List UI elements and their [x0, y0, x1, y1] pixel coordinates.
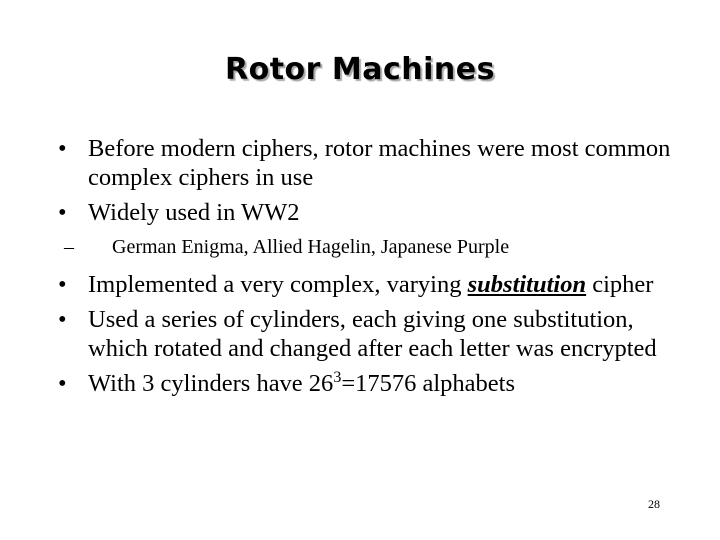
bullet-item: [56, 198, 686, 227]
sub-bullet-item: [56, 235, 686, 259]
bullet-glyph: •: [58, 135, 67, 162]
bullet-text: Before modern ciphers, rotor machines were most common complex ciphers in use: [88, 135, 671, 191]
sub-bullet-glyph: –: [64, 236, 74, 258]
bullet-text: Used a series of cylinders, each giving one substitution, which rotated and changed after each letter was encrypted: [88, 306, 657, 362]
exponent: 3: [333, 368, 342, 386]
bullet-item: [56, 270, 686, 299]
sub-bullet-text: German Enigma, Allied Hagelin, Japanese Purple: [112, 236, 510, 258]
bullet-glyph: •: [58, 199, 67, 226]
emphasized-term: substitution: [467, 271, 587, 298]
bullet-text: [88, 271, 653, 298]
bullet-list: [56, 134, 686, 398]
bullet-text: Widely used in WW2: [88, 199, 300, 226]
slide-title: Rotor Machines: [225, 52, 495, 87]
bullet-text-part: Implemented a very complex, varying: [88, 271, 468, 298]
bullet-text-part: cipher: [586, 271, 654, 298]
bullet-glyph: •: [58, 306, 67, 333]
bullet-text-part: With 3 cylinders have 26: [88, 370, 334, 397]
bullet-text: [88, 370, 515, 397]
bullet-item: [56, 369, 686, 398]
bullet-glyph: •: [58, 271, 67, 298]
page-number: 28: [648, 497, 660, 511]
bullet-item: [56, 305, 686, 363]
bullet-text-part: =17576 alphabets: [341, 370, 516, 397]
bullet-item: [56, 134, 686, 192]
bullet-glyph: •: [58, 370, 67, 397]
